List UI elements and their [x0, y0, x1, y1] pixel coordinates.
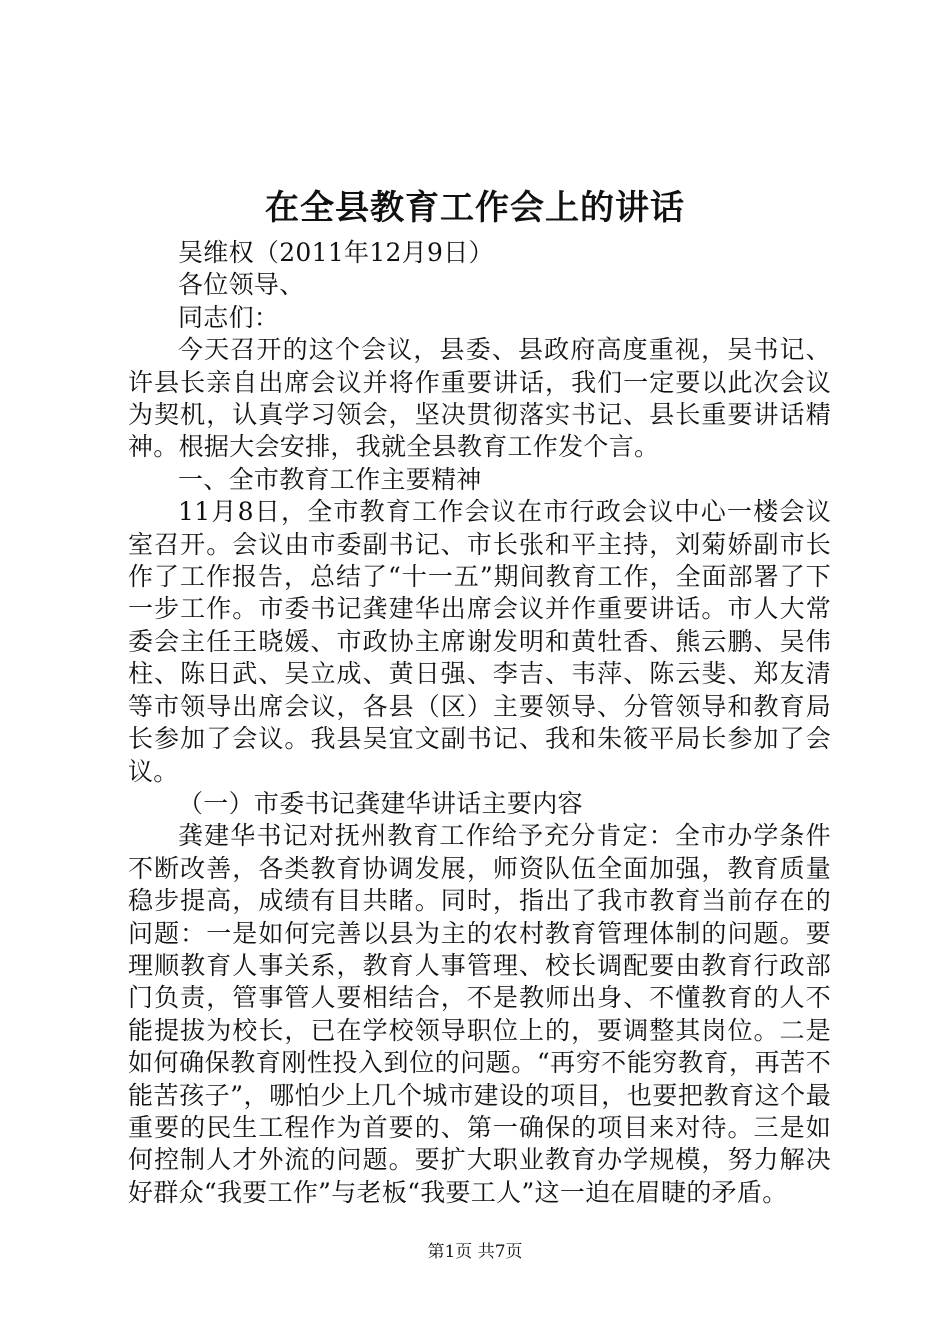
salutation-line: 同志们： — [178, 302, 280, 332]
body-paragraph: 龚建华书记对抚州教育工作给予充分肯定：全市办学条件不断改善，各类教育协调发展，师资队伍全面加强，教育质量稳步提高，成绩有目共睹。同时，指出了我市教育当前存在的问题：一是如何完善以县为主的农村教育管理体制的问题。要理顺教育人事关系，教育人事管理、校长调配要由教育行政部门负责，管事管人要相结合，不是教师出身、不懂教育的人不能提拔为校长，已在学校领导职位上的，要调整其岗位。二是如何确保教育刚性投入到位的问题。“再穷不能穷教育，再苦不能苦孩子”，哪怕少上几个城市建设的项目，也要把教育这个最重要的民生工程作为首要的、第一确保的项目来对待。三是如何控制人才外流的问题。要扩大职业教育办学规模，努力解决好群众“我要工作”与老板“我要工人”这一迫在眉睫的矛盾。 — [128, 821, 831, 1207]
author-date-line: 吴维权（2011年12月9日） — [178, 238, 494, 267]
body-paragraph: 11月8日，全市教育工作会议在市行政会议中心一楼会议室召开。会议由市委副书记、市长张和平主持，刘菊娇副市长作了工作报告，总结了“十一五”期间教育工作，全面部署了下一步工作。市委书记龚建华出席会议并作重要讲话。市人大常委会主任王晓媛、市政协主席谢发明和黄牡香、熊云鹏、吴伟柱、陈日武、吴立成、黄日强、李吉、韦萍、陈云斐、郑友清等市领导出席会议，各县（区）主要领导、分管领导和教育局长参加了会议。我县吴宜文副书记、我和朱筱平局长参加了会议。 — [128, 497, 831, 786]
salutation-line: 各位领导、 — [178, 270, 305, 300]
section-heading: 一、全市教育工作主要精神 — [178, 464, 482, 494]
page-number-footer: 第1页 共7页 — [427, 1242, 523, 1262]
body-paragraph: 今天召开的这个会议，县委、县政府高度重视，吴书记、许县长亲自出席会议并将作重要讲话，我们一定要以此次会议为契机，认真学习领会，坚决贯彻落实书记、县长重要讲话精神。根据大会安排，我就全县教育工作发个言。 — [128, 335, 831, 462]
document-body — [128, 237, 831, 1209]
document-title: 在全县教育工作会上的讲话 — [265, 188, 685, 228]
subsection-heading: （一）市委书记龚建华讲话主要内容 — [178, 788, 583, 818]
